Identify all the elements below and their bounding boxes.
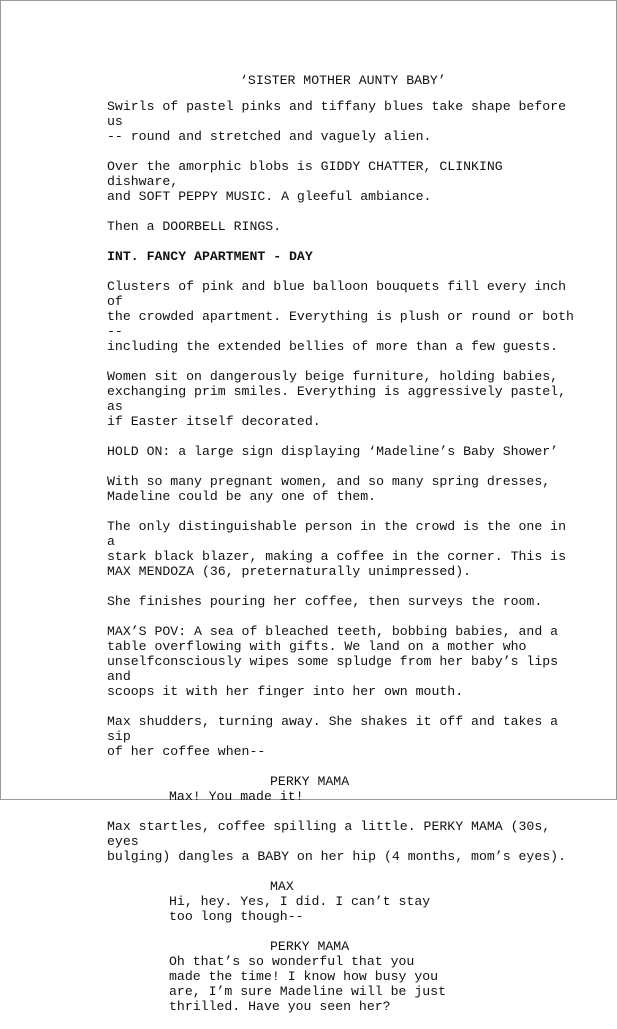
action-line: Over the amorphic blobs is GIDDY CHATTER, CLINKING dishware, and SOFT PEPPY MUSIC. A gleeful ambiance. xyxy=(107,159,503,204)
action-line: She finishes pouring her coffee, then surveys the room. xyxy=(107,594,543,609)
screenplay-body xyxy=(107,73,577,1029)
character-cue: MAX xyxy=(270,879,294,894)
action-line: The only distinguishable person in the crowd is the one in a stark black blazer, making a coffee in the corner. This is MAX MENDOZA (36, preternaturally unimpressed). xyxy=(107,519,566,579)
dialogue-line: Hi, hey. Yes, I did. I can’t stay too long though-- xyxy=(169,894,431,924)
dialogue-line: Oh that’s so wonderful that you made the time! I know how busy you are, I’m sure Madeline will be just thrilled. Have you seen her? xyxy=(169,954,446,1014)
action-line: Swirls of pastel pinks and tiffany blues take shape before us -- round and stretched and vaguely alien. xyxy=(107,99,566,144)
action-line: Max startles, coffee spilling a little. PERKY MAMA (30s, eyes bulging) dangles a BABY on her hip (4 months, mom’s eyes). xyxy=(107,819,566,864)
dialogue-line: Max! You made it! xyxy=(169,789,304,804)
action-line: Women sit on dangerously beige furniture, holding babies, exchanging prim smiles. Everything is aggressively pastel, as if Easter itself decorated. xyxy=(107,369,566,429)
action-line: Max shudders, turning away. She shakes it off and takes a sip of her coffee when-- xyxy=(107,714,559,759)
action-line: Clusters of pink and blue balloon bouquets fill every inch of the crowded apartment. Everything is plush or round or both -- including the extended bellies of more than a few guests. xyxy=(107,279,574,354)
action-line: With so many pregnant women, and so many spring dresses, Madeline could be any one of them. xyxy=(107,474,551,504)
scene-heading: INT. FANCY APARTMENT - DAY xyxy=(107,249,313,264)
action-line: Then a DOORBELL RINGS. xyxy=(107,219,282,234)
character-cue: PERKY MAMA xyxy=(270,939,350,954)
script-title: ‘SISTER MOTHER AUNTY BABY’ xyxy=(240,73,446,88)
action-line: MAX’S POV: A sea of bleached teeth, bobbing babies, and a table overflowing with gifts. We land on a mother who unselfconsciously wipes some spludge from her baby’s lips and scoops it with her finger into her own mouth. xyxy=(107,624,559,699)
character-cue: PERKY MAMA xyxy=(270,774,350,789)
action-line: HOLD ON: a large sign displaying ‘Madeline’s Baby Shower’ xyxy=(107,444,559,459)
